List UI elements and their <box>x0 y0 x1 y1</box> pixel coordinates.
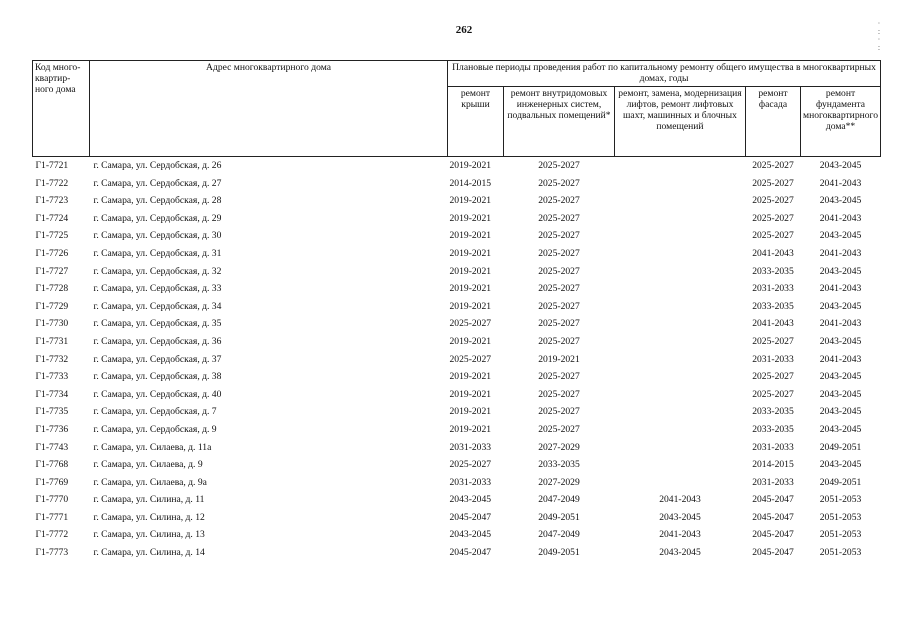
header-roof: ремонт крыши <box>448 87 504 157</box>
cell-foundation: 2043-2045 <box>819 335 862 347</box>
cell-engineering: 2025-2027 <box>538 318 580 330</box>
cell-elevators <box>615 421 746 439</box>
cell-roof: 2045-2047 <box>449 511 492 523</box>
table-row <box>33 175 881 193</box>
cell-address: г. Самара, ул. Силина, д. 13 <box>93 529 205 541</box>
cell-roof: 2031-2033 <box>449 441 492 453</box>
cell-foundation: 2043-2045 <box>819 265 862 277</box>
cell-facade: 2025-2027 <box>752 230 794 242</box>
cell-facade: 2025-2027 <box>752 177 794 189</box>
cell-facade: 2031-2033 <box>752 476 794 488</box>
header-periods: Плановые периоды проведения работ по капитальному ремонту общего имущества в многоквартирных домах, годы <box>448 61 881 87</box>
cell-elevators <box>615 245 746 263</box>
cell-foundation: 2041-2043 <box>819 177 862 189</box>
cell-elevators <box>615 456 746 474</box>
cell-elevators <box>615 227 746 245</box>
cell-engineering: 2025-2027 <box>538 300 580 312</box>
cell-engineering: 2025-2027 <box>538 423 580 435</box>
cell-address: г. Самара, ул. Сердобская, д. 26 <box>93 160 222 171</box>
cell-code: Г1-7733 <box>35 371 69 383</box>
cell-foundation: 2041-2043 <box>819 283 862 295</box>
cell-facade: 2014-2015 <box>752 459 794 471</box>
cell-address: г. Самара, ул. Силаева, д. 11а <box>93 441 212 453</box>
cell-address: г. Самара, ул. Сердобская, д. 7 <box>93 406 217 418</box>
cell-engineering: 2025-2027 <box>538 406 580 418</box>
cell-address: г. Самара, ул. Сердобская, д. 28 <box>93 195 222 207</box>
cell-facade: 2031-2033 <box>752 283 794 295</box>
cell-address: г. Самара, ул. Сердобская, д. 9 <box>93 423 217 435</box>
cell-address: г. Самара, ул. Сердобская, д. 27 <box>93 177 222 189</box>
cell-roof: 2031-2033 <box>449 476 492 488</box>
cell-foundation: 2051-2053 <box>819 547 862 559</box>
cell-foundation: 2043-2045 <box>819 406 862 418</box>
cell-elevators <box>615 351 746 369</box>
cell-engineering: 2025-2027 <box>538 265 580 277</box>
cell-address: г. Самара, ул. Силаева, д. 9 <box>93 459 203 471</box>
cell-address: г. Самара, ул. Сердобская, д. 35 <box>93 318 222 330</box>
table-row <box>33 421 881 439</box>
cell-engineering: 2049-2051 <box>538 547 580 559</box>
cell-engineering: 2047-2049 <box>538 529 580 541</box>
cell-code: Г1-7730 <box>35 318 69 330</box>
cell-code: Г1-7773 <box>35 547 69 559</box>
cell-roof: 2019-2021 <box>449 300 492 312</box>
cell-address: г. Самара, ул. Силина, д. 11 <box>93 494 205 506</box>
cell-foundation: 2049-2051 <box>819 441 862 453</box>
cell-elevators <box>615 333 746 351</box>
cell-elevators <box>615 280 746 298</box>
header-address: Адрес многоквартирного дома <box>90 61 448 157</box>
cell-foundation: 2043-2045 <box>819 388 862 400</box>
cell-foundation: 2051-2053 <box>819 511 862 523</box>
cell-facade: 2033-2035 <box>752 300 794 312</box>
cell-elevators <box>615 157 746 175</box>
cell-address: г. Самара, ул. Сердобская, д. 32 <box>93 265 222 277</box>
cell-engineering: 2025-2027 <box>538 335 580 347</box>
cell-facade: 2033-2035 <box>752 265 794 277</box>
cell-engineering: 2025-2027 <box>538 230 580 242</box>
cell-foundation: 2041-2043 <box>819 212 862 224</box>
cell-code: Г1-7723 <box>35 195 69 207</box>
cell-foundation: 2043-2045 <box>819 230 862 242</box>
cell-code: Г1-7770 <box>35 494 69 506</box>
cell-facade: 2033-2035 <box>752 423 794 435</box>
cell-address: г. Самара, ул. Сердобская, д. 38 <box>93 371 222 383</box>
cell-foundation: 2043-2045 <box>819 195 862 207</box>
cell-engineering: 2025-2027 <box>538 283 580 295</box>
table-row <box>33 403 881 421</box>
header-elevators: ремонт, замена, модернизация лифтов, ремонт лифтовых шахт, машинных и блочных помещений <box>615 87 746 157</box>
cell-code: Г1-7735 <box>35 406 69 418</box>
table-row <box>33 298 881 316</box>
cell-facade: 2031-2033 <box>752 353 794 365</box>
cell-code: Г1-7726 <box>35 247 69 259</box>
cell-address: г. Самара, ул. Сердобская, д. 33 <box>93 283 222 295</box>
header-code: Код много-квартир-ного дома <box>33 61 90 157</box>
cell-engineering: 2027-2029 <box>538 441 580 453</box>
cell-code: Г1-7731 <box>35 335 69 347</box>
table-header <box>33 61 881 157</box>
cell-engineering: 2027-2029 <box>538 476 580 488</box>
cell-roof: 2019-2021 <box>449 247 492 259</box>
cell-foundation: 2051-2053 <box>819 529 862 541</box>
cell-roof: 2025-2027 <box>449 459 492 471</box>
cell-engineering: 2019-2021 <box>538 353 580 365</box>
cell-code: Г1-7722 <box>35 177 69 189</box>
cell-facade: 2025-2027 <box>752 371 794 383</box>
cell-roof: 2025-2027 <box>449 353 492 365</box>
cell-engineering: 2047-2049 <box>538 494 580 506</box>
cell-elevators <box>615 263 746 281</box>
cell-roof: 2019-2021 <box>449 160 492 171</box>
cell-address: г. Самара, ул. Сердобская, д. 36 <box>93 335 222 347</box>
table-row <box>33 227 881 245</box>
table-row <box>33 439 881 457</box>
table-row <box>33 245 881 263</box>
cell-facade: 2025-2027 <box>752 160 794 171</box>
cell-roof: 2019-2021 <box>449 265 492 277</box>
table-row <box>33 315 881 333</box>
header-foundation: ремонт фундамента многоквартирного дома** <box>801 87 881 157</box>
table-row <box>33 544 881 562</box>
scan-edge-marks: · : · : <box>877 19 881 52</box>
cell-roof: 2019-2021 <box>449 423 492 435</box>
cell-roof: 2019-2021 <box>449 406 492 418</box>
cell-elevators: 2043-2045 <box>659 547 701 559</box>
cell-address: г. Самара, ул. Сердобская, д. 37 <box>93 353 222 365</box>
cell-engineering: 2025-2027 <box>538 160 580 171</box>
cell-engineering: 2025-2027 <box>538 212 580 224</box>
cell-engineering: 2049-2051 <box>538 511 580 523</box>
cell-roof: 2019-2021 <box>449 230 492 242</box>
cell-address: г. Самара, ул. Сердобская, д. 30 <box>93 230 222 242</box>
cell-facade: 2031-2033 <box>752 441 794 453</box>
cell-facade: 2045-2047 <box>752 494 794 506</box>
table-row <box>33 192 881 210</box>
cell-roof: 2019-2021 <box>449 283 492 295</box>
table-body <box>33 157 881 562</box>
table-row <box>33 157 881 175</box>
cell-elevators <box>615 474 746 492</box>
cell-code: Г1-7727 <box>35 265 69 277</box>
cell-code: Г1-7734 <box>35 388 69 400</box>
cell-code: Г1-7724 <box>35 212 69 224</box>
cell-roof: 2019-2021 <box>449 371 492 383</box>
cell-facade: 2025-2027 <box>752 195 794 207</box>
cell-facade: 2025-2027 <box>752 335 794 347</box>
table-row <box>33 456 881 474</box>
cell-code: Г1-7729 <box>35 300 69 312</box>
cell-engineering: 2025-2027 <box>538 371 580 383</box>
cell-engineering: 2025-2027 <box>538 388 580 400</box>
cell-code: Г1-7736 <box>35 423 69 435</box>
cell-elevators <box>615 403 746 421</box>
cell-facade: 2041-2043 <box>752 318 794 330</box>
cell-address: г. Самара, ул. Силина, д. 12 <box>93 511 205 523</box>
cell-code: Г1-7769 <box>35 476 69 488</box>
cell-foundation: 2049-2051 <box>819 476 862 488</box>
cell-elevators <box>615 175 746 193</box>
table-row <box>33 509 881 527</box>
cell-foundation: 2043-2045 <box>819 371 862 383</box>
cell-address: г. Самара, ул. Сердобская, д. 40 <box>93 388 222 400</box>
cell-engineering: 2025-2027 <box>538 195 580 207</box>
cell-engineering: 2025-2027 <box>538 177 580 189</box>
cell-code: Г1-7772 <box>35 529 69 541</box>
cell-foundation: 2041-2043 <box>819 318 862 330</box>
cell-engineering: 2025-2027 <box>538 247 580 259</box>
cell-elevators <box>615 315 746 333</box>
cell-facade: 2033-2035 <box>752 406 794 418</box>
table-row <box>33 210 881 228</box>
cell-roof: 2019-2021 <box>449 335 492 347</box>
cell-elevators <box>615 210 746 228</box>
cell-code: Г1-7721 <box>35 160 69 171</box>
cell-roof: 2019-2021 <box>449 388 492 400</box>
cell-code: Г1-7768 <box>35 459 69 471</box>
table-row <box>33 491 881 509</box>
cell-facade: 2025-2027 <box>752 388 794 400</box>
cell-facade: 2045-2047 <box>752 529 794 541</box>
cell-address: г. Самара, ул. Сердобская, д. 34 <box>93 300 222 312</box>
cell-roof: 2014-2015 <box>449 177 492 189</box>
table-row <box>33 368 881 386</box>
repair-schedule-table <box>32 60 881 562</box>
table-row <box>33 386 881 404</box>
cell-roof: 2019-2021 <box>449 212 492 224</box>
page-number: 262 <box>455 24 473 36</box>
cell-foundation: 2043-2045 <box>819 300 862 312</box>
cell-address: г. Самара, ул. Силаева, д. 9а <box>93 476 207 488</box>
cell-foundation: 2041-2043 <box>819 353 862 365</box>
cell-code: Г1-7728 <box>35 283 69 295</box>
cell-elevators <box>615 298 746 316</box>
cell-address: г. Самара, ул. Силина, д. 14 <box>93 547 205 559</box>
cell-roof: 2019-2021 <box>449 195 492 207</box>
cell-roof: 2025-2027 <box>449 318 492 330</box>
cell-elevators <box>615 386 746 404</box>
cell-elevators: 2043-2045 <box>659 511 701 523</box>
cell-facade: 2025-2027 <box>752 212 794 224</box>
cell-address: г. Самара, ул. Сердобская, д. 31 <box>93 247 222 259</box>
table-row <box>33 263 881 281</box>
cell-code: Г1-7725 <box>35 230 69 242</box>
cell-facade: 2041-2043 <box>752 247 794 259</box>
cell-elevators <box>615 368 746 386</box>
cell-foundation: 2043-2045 <box>819 459 862 471</box>
cell-elevators: 2041-2043 <box>659 529 701 541</box>
table-row <box>33 351 881 369</box>
cell-facade: 2045-2047 <box>752 547 794 559</box>
table-row <box>33 474 881 492</box>
header-engineering: ремонт внутридомовых инженерных систем, подвальных помещений* <box>504 87 615 157</box>
cell-code: Г1-7771 <box>35 511 69 523</box>
cell-code: Г1-7743 <box>35 441 69 453</box>
table-row <box>33 333 881 351</box>
cell-foundation: 2043-2045 <box>819 423 862 435</box>
cell-roof: 2043-2045 <box>449 529 492 541</box>
cell-address: г. Самара, ул. Сердобская, д. 29 <box>93 212 222 224</box>
cell-facade: 2045-2047 <box>752 511 794 523</box>
cell-foundation: 2051-2053 <box>819 494 862 506</box>
cell-foundation: 2043-2045 <box>819 160 862 171</box>
cell-code: Г1-7732 <box>35 353 69 365</box>
header-facade: ремонт фасада <box>746 87 801 157</box>
cell-engineering: 2033-2035 <box>538 459 580 471</box>
cell-elevators <box>615 439 746 457</box>
cell-elevators: 2041-2043 <box>659 494 701 506</box>
cell-roof: 2045-2047 <box>449 547 492 559</box>
table-row <box>33 526 881 544</box>
cell-roof: 2043-2045 <box>449 494 492 506</box>
cell-foundation: 2041-2043 <box>819 247 862 259</box>
table-row <box>33 280 881 298</box>
cell-elevators <box>615 192 746 210</box>
